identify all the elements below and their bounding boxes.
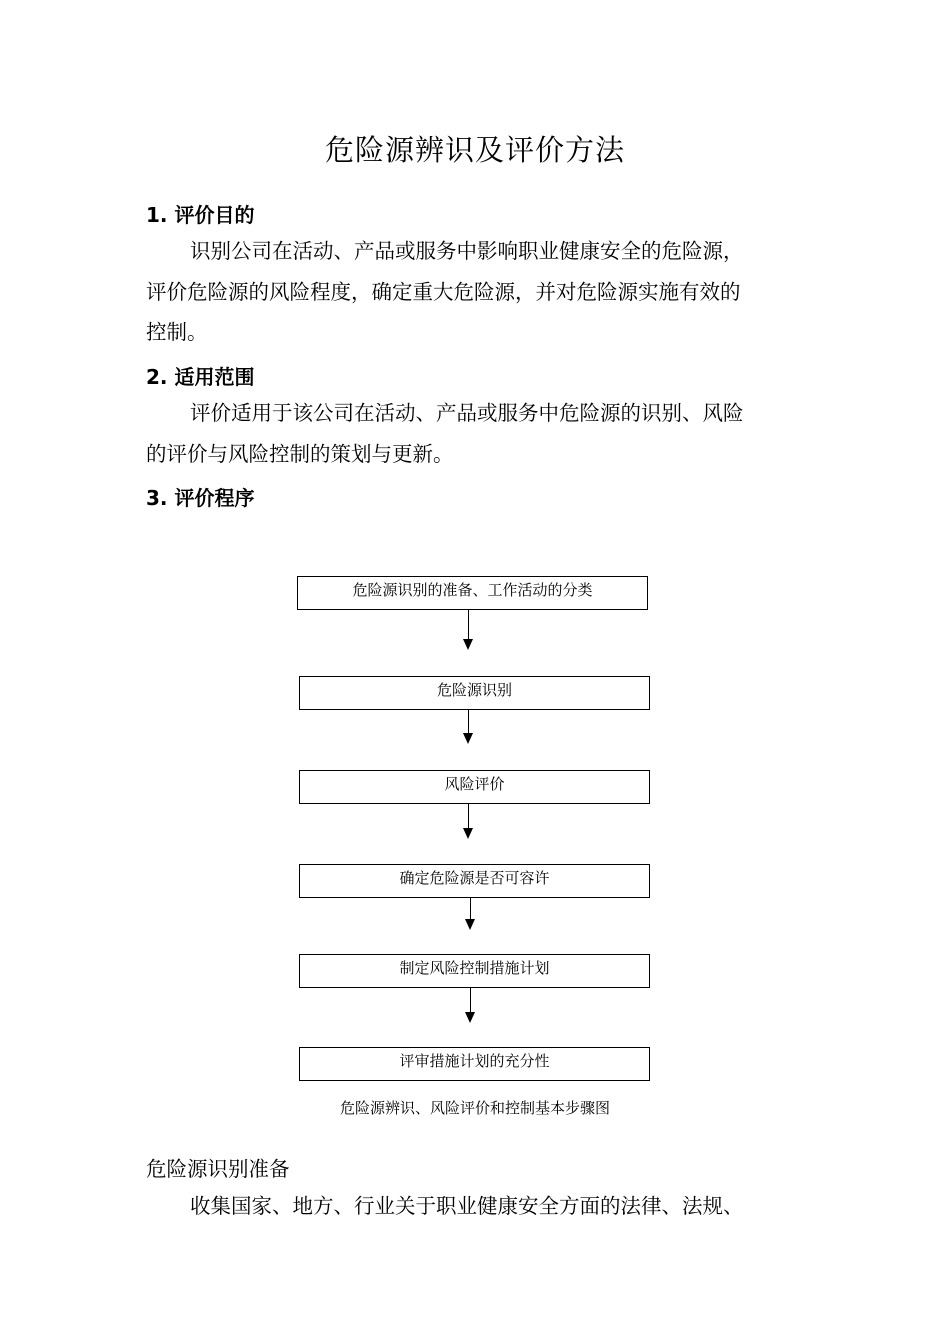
flow-step-control-plan: 制定风险控制措施计划 [299,954,650,988]
paragraph-line: 的评价与风险控制的策划与更新。 [146,441,454,466]
page-title: 危险源辨识及评价方法 [324,133,625,167]
paragraph-line: 识别公司在活动、产品或服务中影响职业健康安全的危险源， [190,239,744,263]
paragraph-line: 评价适用于该公司在活动、产品或服务中危险源的识别、风险 [190,401,744,425]
flow-step-risk-assessment: 风险评价 [299,770,650,804]
flow-step-identification: 危险源识别 [299,676,650,710]
flow-arrow [463,610,475,650]
flow-step-preparation: 危险源识别的准备、工作活动的分类 [297,576,648,610]
flow-arrow [463,804,475,840]
section-heading-procedure: 3. 评价程序 [146,486,255,510]
paragraph-line: 评价危险源的风险程度，确定重大危险源，并对危险源实施有效的 [146,279,741,304]
section-heading-scope: 2. 适用范围 [146,365,255,389]
paragraph-line: 控制。 [146,320,208,344]
subsection-heading: 危险源识别准备 [146,1157,290,1181]
flow-arrow [463,710,475,745]
section-body-purpose [146,231,808,353]
flow-arrow [465,988,477,1024]
section-heading-purpose: 1. 评价目的 [146,203,255,227]
flow-step-tolerability: 确定危险源是否可容许 [299,864,650,898]
paragraph-line: 收集国家、地方、行业关于职业健康安全方面的法律、法规、 [190,1194,744,1218]
subsection-body [146,1186,808,1227]
flow-step-plan-review: 评审措施计划的充分性 [299,1047,650,1081]
flowchart-caption: 危险源辨识、风险评价和控制基本步骤图 [339,1099,610,1117]
flow-arrow [465,898,477,931]
section-body-scope [146,393,808,474]
